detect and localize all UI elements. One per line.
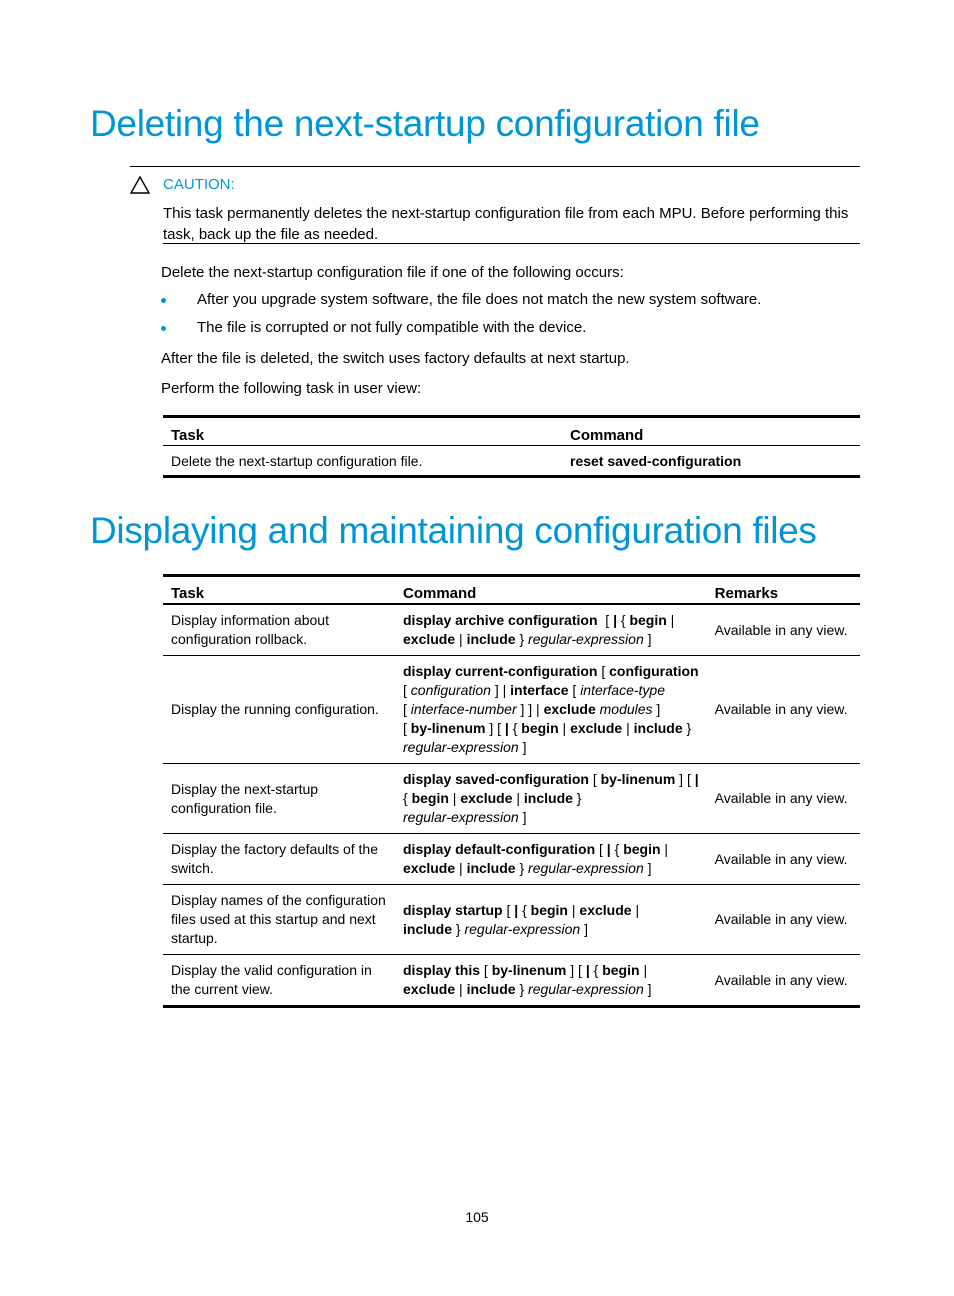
command-syntax: { — [610, 841, 624, 857]
command-line — [403, 700, 699, 719]
perform-paragraph: Perform the following task in user view: — [161, 380, 422, 397]
command-syntax: ] — [643, 981, 652, 997]
command-keyword: exclude — [403, 860, 456, 876]
command-syntax: | — [568, 901, 580, 918]
command-syntax: | — [455, 631, 467, 647]
command-syntax: } — [515, 860, 529, 876]
command-keyword: interface — [510, 682, 569, 698]
caution-divider — [163, 243, 860, 244]
table-row — [163, 604, 860, 656]
command-argument: interface-type — [580, 682, 666, 698]
command-argument: modules — [599, 701, 653, 717]
command-syntax: } — [572, 790, 582, 806]
command-keyword: exclude — [579, 901, 632, 918]
command-line — [403, 738, 699, 757]
command-keyword: exclude — [403, 981, 456, 997]
remarks-cell: Available in any view. — [707, 834, 860, 885]
command-line — [403, 611, 699, 630]
command-line — [403, 630, 699, 649]
command-syntax: | — [631, 901, 640, 918]
command-keyword: begin — [629, 612, 667, 628]
command-syntax: } — [515, 981, 529, 997]
command-syntax: [ — [403, 720, 411, 736]
page-number: 105 — [465, 1209, 489, 1225]
command-keyword: exclude — [403, 631, 456, 647]
command-line — [403, 662, 699, 681]
command-argument: regular-expression — [528, 860, 644, 876]
command-keyword: exclude — [460, 790, 513, 806]
command-line — [403, 961, 699, 980]
remarks-cell: Available in any view. — [707, 604, 860, 656]
command-keyword: begin — [530, 901, 568, 918]
bullet-dot-icon — [161, 298, 166, 303]
command-keyword: begin — [411, 790, 449, 806]
command-argument: configuration — [410, 682, 491, 698]
command-syntax: [ — [595, 841, 607, 857]
command-keyword: display default-configuration — [403, 841, 596, 857]
command-cell — [395, 764, 707, 834]
table-row — [163, 885, 860, 955]
command-syntax: [ — [502, 901, 515, 918]
warning-triangle-icon — [130, 176, 150, 194]
command-syntax: [ — [588, 771, 601, 787]
task-cell: Display information about configuration rollback. — [163, 604, 395, 656]
caution-text: This task permanently deletes the next-startup configuration file from each MPU. Before performing this task, back up the file as needed. — [163, 205, 849, 243]
command-syntax: ] — [580, 920, 588, 937]
command-keyword: exclude — [543, 701, 596, 717]
command-keyword: exclude — [570, 720, 623, 736]
command-cell: reset saved-configuration — [570, 453, 742, 469]
command-argument: regular-expression — [403, 739, 519, 755]
command-keyword: | — [585, 962, 590, 978]
command-keyword: begin — [623, 841, 661, 857]
command-syntax: | — [448, 790, 461, 806]
command-argument: interface-number — [410, 701, 517, 717]
command-syntax: ] — [518, 739, 527, 755]
command-keyword: include — [466, 860, 516, 876]
remarks-cell: Available in any view. — [707, 656, 860, 764]
command-keyword: display saved-configuration — [403, 771, 589, 787]
command-syntax: ] | — [490, 682, 511, 698]
command-syntax: ] — [643, 631, 652, 647]
command-keyword: | — [514, 901, 519, 918]
command-syntax: | — [512, 790, 524, 806]
command-syntax: [ — [480, 962, 492, 978]
command-syntax: ] — [652, 701, 661, 717]
command-syntax: ] — [518, 809, 527, 825]
command-keyword: include — [403, 920, 453, 937]
command-line — [403, 901, 699, 920]
command-keyword: by-linenum — [600, 771, 676, 787]
command-keyword: include — [466, 631, 516, 647]
display-commands-table — [163, 574, 860, 1008]
task-cell: Delete the next-startup configuration file. — [171, 453, 423, 469]
command-syntax: [ — [568, 682, 581, 698]
command-keyword: | — [606, 841, 611, 857]
command-cell — [395, 885, 707, 955]
remarks-cell: Available in any view. — [707, 764, 860, 834]
column-header-remarks: Remarks — [707, 576, 860, 605]
table-row — [163, 764, 860, 834]
command-keyword: by-linenum — [410, 720, 486, 736]
command-syntax: | — [660, 841, 669, 857]
command-line — [403, 840, 699, 859]
intro-paragraph: Delete the next-startup configuration file if one of the following occurs: — [161, 264, 624, 281]
column-header-task: Task — [163, 417, 562, 446]
command-keyword: include — [523, 790, 573, 806]
command-keyword: display current-configuration — [403, 663, 598, 679]
command-argument: regular-expression — [464, 920, 581, 937]
table-row — [163, 834, 860, 885]
table-row — [163, 955, 860, 1007]
command-line — [403, 920, 699, 939]
command-keyword: begin — [602, 962, 640, 978]
after-paragraph: After the file is deleted, the switch uses factory defaults at next startup. — [161, 350, 630, 367]
caution-label: CAUTION: — [163, 176, 235, 193]
command-syntax: { — [403, 790, 412, 806]
command-keyword: configuration — [609, 663, 699, 679]
command-keyword: | — [613, 612, 617, 628]
command-line — [403, 859, 699, 878]
command-line — [403, 789, 699, 808]
command-keyword: display archive configuration — [403, 612, 598, 628]
bullet-dot-icon — [161, 326, 166, 331]
column-header-command: Command — [395, 576, 707, 605]
list-item-text: After you upgrade system software, the file does not match the new system software. — [197, 291, 762, 308]
command-cell — [395, 834, 707, 885]
command-syntax: ] — [643, 860, 652, 876]
command-keyword: include — [466, 981, 516, 997]
command-keyword: by-linenum — [491, 962, 567, 978]
command-keyword: display this — [403, 962, 481, 978]
caution-box — [130, 166, 860, 243]
command-syntax: [ — [597, 663, 610, 679]
command-syntax: [ — [403, 682, 411, 698]
command-syntax: } — [682, 720, 692, 736]
task-cell: Display the running configuration. — [163, 656, 395, 764]
section-title-deleting: Deleting the next-startup configuration file — [90, 103, 760, 144]
remarks-cell: Available in any view. — [714, 971, 848, 988]
task-cell: Display the valid configuration in the current view. — [171, 962, 372, 997]
command-syntax: { — [589, 962, 603, 978]
command-syntax: | — [455, 860, 467, 876]
table-header-row — [163, 417, 860, 446]
command-keyword: begin — [521, 720, 559, 736]
command-line — [403, 681, 699, 700]
remarks-cell: Available in any view. — [707, 885, 860, 955]
command-cell — [395, 955, 707, 1007]
command-syntax: | — [639, 962, 648, 978]
command-line — [403, 770, 699, 789]
command-line — [403, 808, 699, 827]
command-syntax: } — [515, 631, 529, 647]
delete-task-table — [163, 415, 860, 478]
command-syntax: | — [455, 981, 467, 997]
command-syntax: { — [518, 901, 531, 918]
command-syntax: ] [ — [566, 962, 586, 978]
command-keyword: include — [633, 720, 683, 736]
command-keyword: display startup — [403, 901, 503, 918]
command-argument: regular-expression — [403, 809, 519, 825]
command-keyword: | — [694, 771, 699, 787]
command-syntax: [ — [597, 612, 614, 628]
command-cell — [395, 656, 707, 764]
task-cell: Display the next-startup configuration file. — [163, 764, 395, 834]
command-syntax: | — [622, 720, 634, 736]
command-syntax: ] [ — [675, 771, 695, 787]
table-header-row — [163, 576, 860, 605]
command-keyword: | — [504, 720, 509, 736]
task-cell: Display the factory defaults of the switch. — [163, 834, 395, 885]
list-item-text: The file is corrupted or not fully compatible with the device. — [197, 319, 587, 336]
command-syntax: { — [616, 612, 630, 628]
command-cell — [395, 604, 707, 656]
command-argument: regular-expression — [528, 631, 644, 647]
command-argument: regular-expression — [528, 981, 644, 997]
command-syntax: [ — [403, 701, 411, 717]
command-line — [403, 980, 699, 999]
command-syntax: { — [508, 720, 522, 736]
command-syntax: } — [452, 920, 465, 937]
command-line — [403, 719, 699, 738]
command-syntax: | — [558, 720, 571, 736]
table-row — [163, 446, 860, 477]
column-header-command: Command — [562, 417, 860, 446]
table-row — [163, 656, 860, 764]
section-title-displaying: Displaying and maintaining configuration files — [90, 510, 817, 551]
command-syntax: ] [ — [485, 720, 505, 736]
command-syntax: ] ] | — [516, 701, 544, 717]
column-header-task: Task — [163, 576, 395, 605]
command-syntax: | — [666, 612, 679, 628]
task-cell: Display names of the configuration files used at this startup and next startup. — [163, 885, 395, 955]
